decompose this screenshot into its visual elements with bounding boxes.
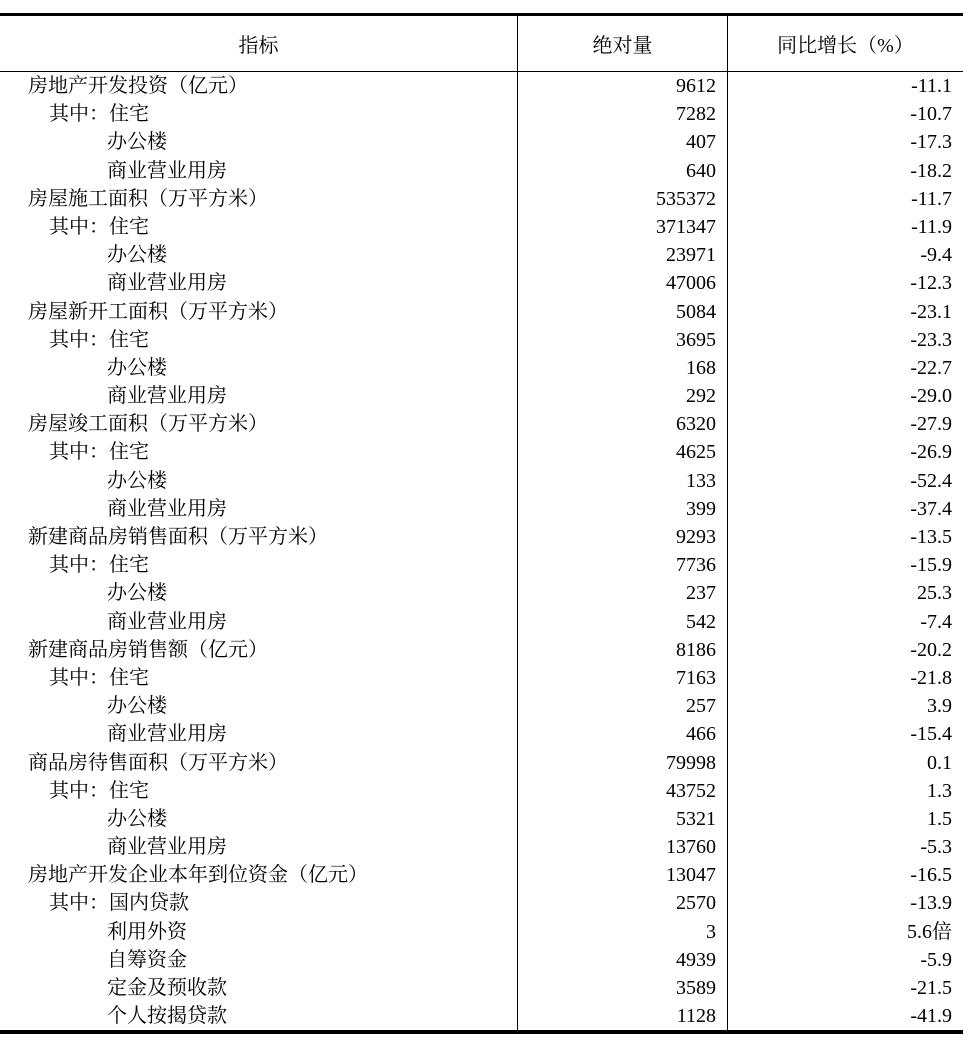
absolute-value-cell: 79998 [518, 749, 728, 777]
indicator-cell: 商品房待售面积（万平方米） [0, 749, 518, 777]
table-row [0, 298, 963, 326]
absolute-value-cell: 535372 [518, 185, 728, 213]
table-row [0, 128, 963, 156]
table-row [0, 664, 963, 692]
table-row [0, 241, 963, 269]
absolute-value-cell: 399 [518, 495, 728, 523]
absolute-value-cell: 9293 [518, 523, 728, 551]
indicator-cell: 商业营业用房 [0, 833, 518, 861]
indicator-cell: 办公楼 [0, 579, 518, 607]
growth-value-cell: -37.4 [910, 497, 952, 520]
indicator-cell: 办公楼 [0, 805, 518, 833]
absolute-value-cell: 1128 [518, 1002, 728, 1030]
growth-value-cell: -13.9 [910, 892, 952, 915]
absolute-value-cell: 2570 [518, 889, 728, 917]
growth-value-cell: 0.1 [927, 751, 952, 774]
indicator-cell: 商业营业用房 [0, 269, 518, 297]
absolute-value-cell: 6320 [518, 410, 728, 438]
indicator-cell: 房屋竣工面积（万平方米） [0, 410, 518, 438]
absolute-value-cell: 47006 [518, 269, 728, 297]
table-row [0, 100, 963, 128]
table-row [0, 523, 963, 551]
indicator-cell: 其中：住宅 [0, 438, 518, 466]
absolute-value-cell: 257 [518, 692, 728, 720]
indicator-cell: 房屋新开工面积（万平方米） [0, 298, 518, 326]
indicator-cell: 商业营业用房 [0, 608, 518, 636]
growth-value-cell: -17.3 [910, 131, 952, 154]
table-row [0, 946, 963, 974]
growth-value-cell: -21.8 [910, 666, 952, 689]
growth-value-cell: -41.9 [910, 1005, 952, 1028]
growth-value-cell: -29.0 [910, 385, 952, 408]
growth-value-cell: -15.9 [910, 554, 952, 577]
indicator-cell: 商业营业用房 [0, 720, 518, 748]
growth-value-cell: -5.9 [920, 948, 952, 971]
table-row [0, 918, 963, 946]
table-row [0, 185, 963, 213]
absolute-value-cell: 13047 [518, 861, 728, 889]
table-body [0, 72, 963, 1030]
header-indicator: 指标 [0, 16, 518, 72]
absolute-value-cell: 43752 [518, 777, 728, 805]
growth-value-cell: -12.3 [910, 272, 952, 295]
indicator-cell: 新建商品房销售额（亿元） [0, 636, 518, 664]
table-row [0, 861, 963, 889]
absolute-value-cell: 168 [518, 354, 728, 382]
absolute-value-cell: 4625 [518, 438, 728, 466]
indicator-cell: 商业营业用房 [0, 157, 518, 185]
growth-value-cell: -10.7 [910, 103, 952, 126]
absolute-value-cell: 371347 [518, 213, 728, 241]
indicator-cell: 新建商品房销售面积（万平方米） [0, 523, 518, 551]
table-header-row [0, 16, 963, 72]
table-row [0, 157, 963, 185]
table-row [0, 805, 963, 833]
statistics-table [0, 13, 963, 1034]
indicator-cell: 其中：住宅 [0, 664, 518, 692]
growth-value-cell: 1.3 [927, 779, 952, 802]
absolute-value-cell: 407 [518, 128, 728, 156]
table-row [0, 692, 963, 720]
indicator-cell: 其中：国内贷款 [0, 889, 518, 917]
table-row [0, 579, 963, 607]
indicator-cell: 办公楼 [0, 128, 518, 156]
table-row [0, 72, 963, 100]
table-row [0, 749, 963, 777]
growth-value-cell: -16.5 [910, 864, 952, 887]
header-absolute-value: 绝对量 [518, 16, 728, 72]
indicator-cell: 办公楼 [0, 354, 518, 382]
absolute-value-cell: 3695 [518, 326, 728, 354]
table-row [0, 326, 963, 354]
growth-value-cell: -20.2 [910, 638, 952, 661]
table-row [0, 213, 963, 241]
indicator-cell: 房地产开发投资（亿元） [0, 72, 518, 100]
absolute-value-cell: 7163 [518, 664, 728, 692]
indicator-cell: 其中：住宅 [0, 213, 518, 241]
growth-value-cell: -18.2 [910, 159, 952, 182]
indicator-cell: 定金及预收款 [0, 974, 518, 1002]
absolute-value-cell: 9612 [518, 72, 728, 100]
growth-value-cell: -11.7 [911, 187, 952, 210]
table-row [0, 382, 963, 410]
growth-value-cell: -52.4 [910, 469, 952, 492]
growth-value-cell: -5.3 [920, 836, 952, 859]
indicator-cell: 商业营业用房 [0, 495, 518, 523]
growth-value-cell: -21.5 [910, 977, 952, 999]
table-row [0, 974, 963, 1002]
indicator-cell: 办公楼 [0, 467, 518, 495]
absolute-value-cell: 3589 [518, 974, 728, 1002]
table-row [0, 354, 963, 382]
header-growth: 同比增长（%） [728, 16, 963, 72]
indicator-cell: 利用外资 [0, 918, 518, 946]
table-row [0, 636, 963, 664]
table-row [0, 889, 963, 917]
absolute-value-cell: 7282 [518, 100, 728, 128]
indicator-cell: 办公楼 [0, 241, 518, 269]
table-row [0, 608, 963, 636]
absolute-value-cell: 23971 [518, 241, 728, 269]
absolute-value-cell: 542 [518, 608, 728, 636]
growth-value-cell: 1.5 [927, 807, 952, 830]
growth-value-cell: -26.9 [910, 441, 952, 464]
growth-value-cell: 3.9 [927, 695, 952, 718]
absolute-value-cell: 640 [518, 157, 728, 185]
absolute-value-cell: 3 [518, 918, 728, 946]
absolute-value-cell: 5084 [518, 298, 728, 326]
indicator-cell: 房地产开发企业本年到位资金（亿元） [0, 861, 518, 889]
growth-value-cell: -7.4 [920, 610, 952, 633]
table-row [0, 269, 963, 297]
absolute-value-cell: 466 [518, 720, 728, 748]
absolute-value-cell: 5321 [518, 805, 728, 833]
table-row [0, 551, 963, 579]
indicator-cell: 其中：住宅 [0, 100, 518, 128]
indicator-cell: 其中：住宅 [0, 777, 518, 805]
growth-value-cell: -23.1 [910, 300, 952, 323]
growth-value-cell: -22.7 [910, 356, 952, 379]
table-row [0, 467, 963, 495]
growth-value-cell: -15.4 [910, 723, 952, 746]
table-row [0, 833, 963, 861]
absolute-value-cell: 8186 [518, 636, 728, 664]
table-row [0, 410, 963, 438]
growth-value-cell: -13.5 [910, 526, 952, 548]
indicator-cell: 商业营业用房 [0, 382, 518, 410]
absolute-value-cell: 292 [518, 382, 728, 410]
growth-value-cell: -9.4 [920, 244, 952, 267]
indicator-cell: 其中：住宅 [0, 551, 518, 579]
growth-value-cell: -23.3 [910, 328, 952, 351]
table-row [0, 720, 963, 748]
table-row [0, 495, 963, 523]
indicator-cell: 房屋施工面积（万平方米） [0, 185, 518, 213]
indicator-cell: 办公楼 [0, 692, 518, 720]
indicator-cell: 自筹资金 [0, 946, 518, 974]
absolute-value-cell: 7736 [518, 551, 728, 579]
table-row [0, 777, 963, 805]
absolute-value-cell: 4939 [518, 946, 728, 974]
growth-value-cell: -11.1 [911, 75, 952, 97]
indicator-cell: 个人按揭贷款 [0, 1002, 518, 1030]
growth-value-cell: -11.9 [911, 215, 952, 238]
growth-value-cell: -27.9 [910, 413, 952, 436]
growth-value-cell: 25.3 [917, 582, 952, 605]
table-row [0, 438, 963, 466]
indicator-cell: 其中：住宅 [0, 326, 518, 354]
table-row [0, 1002, 963, 1030]
growth-value-cell: 5.6倍 [907, 920, 952, 943]
absolute-value-cell: 133 [518, 467, 728, 495]
absolute-value-cell: 13760 [518, 833, 728, 861]
absolute-value-cell: 237 [518, 579, 728, 607]
